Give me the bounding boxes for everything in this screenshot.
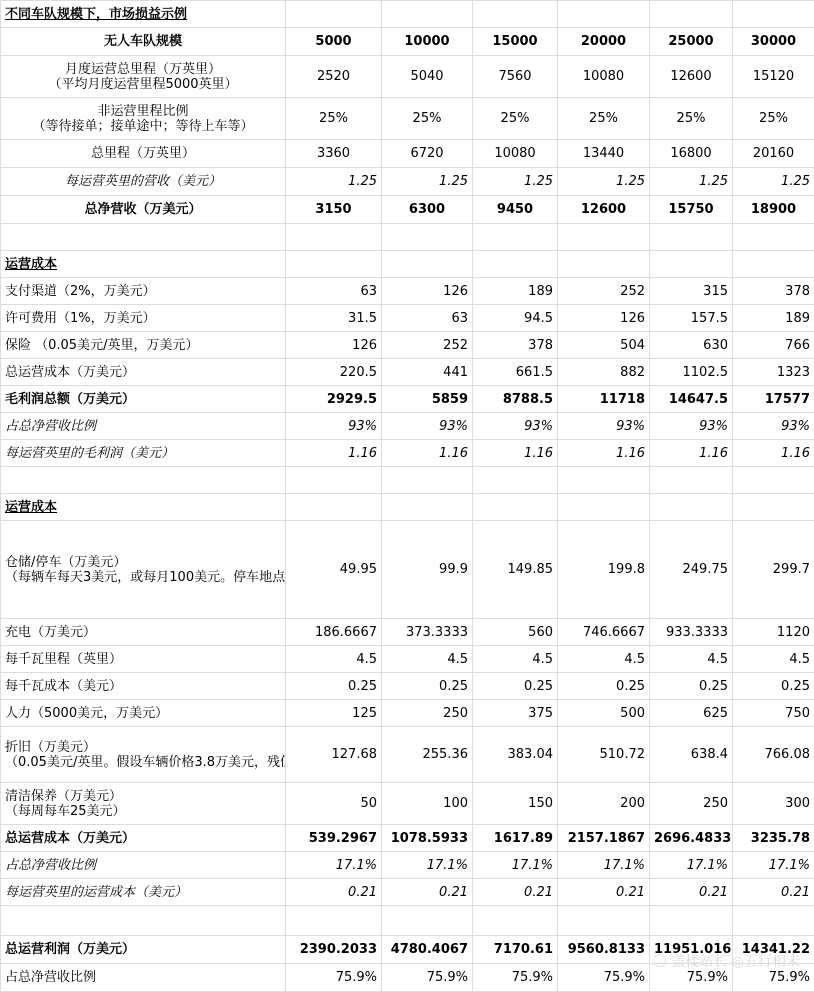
value-cell[interactable]: 373.3333	[382, 619, 473, 646]
value-cell[interactable]: 3360	[286, 140, 382, 168]
value-cell[interactable]: 126	[286, 332, 382, 359]
value-cell[interactable]: 250	[650, 783, 733, 825]
value-cell[interactable]: 560	[473, 619, 558, 646]
value-cell[interactable]: 50	[286, 783, 382, 825]
empty-cell[interactable]	[558, 467, 650, 494]
value-cell[interactable]: 0.21	[733, 879, 814, 906]
empty-cell[interactable]	[473, 494, 558, 521]
value-cell[interactable]: 1.25	[558, 168, 650, 196]
row-label[interactable]: 每运营英里的营收（美元）	[1, 168, 286, 196]
sheet-title[interactable]: 不同车队规模下，市场损益示例	[1, 1, 286, 28]
value-cell[interactable]: 0.21	[558, 879, 650, 906]
value-cell[interactable]: 11718	[558, 386, 650, 413]
value-cell[interactable]: 49.95	[286, 521, 382, 619]
row-label[interactable]: 许可费用（1%，万美元）	[1, 305, 286, 332]
value-cell[interactable]: 126	[558, 305, 650, 332]
row-label[interactable]: 占总净营收比例	[1, 852, 286, 879]
value-cell[interactable]: 7560	[473, 56, 558, 98]
row-label[interactable]: 占总净营收比例	[1, 964, 286, 992]
value-cell[interactable]: 4.5	[650, 646, 733, 673]
value-cell[interactable]: 63	[382, 305, 473, 332]
empty-cell[interactable]	[558, 906, 650, 936]
value-cell[interactable]: 220.5	[286, 359, 382, 386]
section-title-text: 运营成本	[5, 500, 57, 515]
value-cell[interactable]: 75.9%	[286, 964, 382, 992]
empty-cell[interactable]	[558, 494, 650, 521]
empty-cell[interactable]	[473, 467, 558, 494]
value-cell[interactable]: 2390.2033	[286, 936, 382, 964]
value-cell[interactable]: 5859	[382, 386, 473, 413]
value-cell[interactable]: 9560.8133	[558, 936, 650, 964]
section-header-row	[1, 251, 814, 278]
value-cell[interactable]: 539.2967	[286, 825, 382, 852]
value-cell[interactable]: 630	[650, 332, 733, 359]
value-cell[interactable]: 93%	[286, 413, 382, 440]
value-cell[interactable]: 441	[382, 359, 473, 386]
value-cell[interactable]: 8788.5	[473, 386, 558, 413]
row-label[interactable]: 保险 （0.05美元/英里，万美元）	[1, 332, 286, 359]
section-header-row	[1, 494, 814, 521]
section-title[interactable]	[1, 494, 286, 521]
empty-cell[interactable]	[286, 467, 382, 494]
row-label[interactable]: 仓储/停车（万美元） （每辆车每天3美元，或每月100美元。停车地点	[1, 521, 286, 619]
value-cell[interactable]: 638.4	[650, 727, 733, 783]
value-cell[interactable]: 94.5	[473, 305, 558, 332]
value-cell[interactable]: 100	[382, 783, 473, 825]
value-cell[interactable]: 750	[733, 700, 814, 727]
table-row	[1, 879, 814, 906]
table-row	[1, 440, 814, 467]
section-title-text: 运营成本	[5, 257, 57, 272]
value-cell[interactable]: 661.5	[473, 359, 558, 386]
value-cell[interactable]: 93%	[650, 413, 733, 440]
value-cell[interactable]: 766	[733, 332, 814, 359]
table-row	[1, 964, 814, 992]
value-cell[interactable]: 25%	[733, 98, 814, 140]
value-cell[interactable]: 252	[382, 332, 473, 359]
row-label[interactable]: 占总净营收比例	[1, 413, 286, 440]
table-row	[1, 646, 814, 673]
empty-cell[interactable]	[733, 467, 814, 494]
empty-row	[1, 467, 814, 494]
value-cell[interactable]: 2520	[286, 56, 382, 98]
value-cell[interactable]: 0.21	[286, 879, 382, 906]
value-cell[interactable]: 18900	[733, 196, 814, 224]
table-row	[1, 332, 814, 359]
empty-cell[interactable]	[558, 251, 650, 278]
empty-cell[interactable]	[733, 1, 814, 28]
value-cell[interactable]: 186.6667	[286, 619, 382, 646]
value-cell[interactable]: 3150	[286, 196, 382, 224]
table-row	[1, 168, 814, 196]
value-cell[interactable]: 126	[382, 278, 473, 305]
value-cell[interactable]: 933.3333	[650, 619, 733, 646]
value-cell[interactable]: 6300	[382, 196, 473, 224]
value-cell[interactable]: 299.7	[733, 521, 814, 619]
value-cell[interactable]: 6720	[382, 140, 473, 168]
value-cell[interactable]: 15120	[733, 56, 814, 98]
value-cell[interactable]: 17577	[733, 386, 814, 413]
empty-cell[interactable]	[558, 224, 650, 251]
table-row	[1, 673, 814, 700]
empty-cell[interactable]	[382, 906, 473, 936]
empty-cell[interactable]	[286, 1, 382, 28]
row-label[interactable]: 人力（5000美元，万美元）	[1, 700, 286, 727]
value-cell[interactable]: 1.25	[650, 168, 733, 196]
empty-cell[interactable]	[382, 1, 473, 28]
empty-cell[interactable]	[286, 251, 382, 278]
row-label[interactable]: 充电（万美元）	[1, 619, 286, 646]
value-cell[interactable]: 249.75	[650, 521, 733, 619]
empty-cell[interactable]	[286, 224, 382, 251]
value-cell[interactable]: 0.25	[650, 673, 733, 700]
value-cell[interactable]: 10080	[558, 56, 650, 98]
value-cell[interactable]: 17.1%	[650, 852, 733, 879]
empty-cell[interactable]	[473, 906, 558, 936]
value-cell[interactable]: 3235.78	[733, 825, 814, 852]
value-cell[interactable]: 9450	[473, 196, 558, 224]
value-cell[interactable]: 25%	[558, 98, 650, 140]
value-cell[interactable]: 500	[558, 700, 650, 727]
empty-cell[interactable]	[733, 906, 814, 936]
value-cell[interactable]: 12600	[558, 196, 650, 224]
header-row	[1, 28, 814, 56]
value-cell[interactable]: 25%	[286, 98, 382, 140]
value-cell[interactable]: 375	[473, 700, 558, 727]
value-cell[interactable]: 1.16	[382, 440, 473, 467]
table-row	[1, 278, 814, 305]
table-row	[1, 700, 814, 727]
value-cell[interactable]: 1.16	[650, 440, 733, 467]
empty-row	[1, 906, 814, 936]
value-cell[interactable]: 378	[733, 278, 814, 305]
value-cell[interactable]: 252	[558, 278, 650, 305]
value-cell[interactable]: 1.16	[473, 440, 558, 467]
value-cell[interactable]: 17.1%	[733, 852, 814, 879]
value-cell[interactable]: 1.16	[733, 440, 814, 467]
section-title[interactable]	[1, 251, 286, 278]
row-label[interactable]: 总运营成本（万美元）	[1, 825, 286, 852]
value-cell[interactable]: 315	[650, 278, 733, 305]
value-cell[interactable]: 63	[286, 278, 382, 305]
table-row	[1, 359, 814, 386]
column-header[interactable]: 10000	[382, 28, 473, 56]
value-cell[interactable]: 1078.5933	[382, 825, 473, 852]
value-cell[interactable]: 25%	[650, 98, 733, 140]
value-cell[interactable]: 766.08	[733, 727, 814, 783]
column-header[interactable]: 30000	[733, 28, 814, 56]
row-label[interactable]: 月度运营总里程（万英里） （平均月度运营里程5000英里）	[1, 56, 286, 98]
column-header[interactable]: 15000	[473, 28, 558, 56]
empty-cell[interactable]	[650, 1, 733, 28]
table-row	[1, 619, 814, 646]
value-cell[interactable]: 14647.5	[650, 386, 733, 413]
value-cell[interactable]: 93%	[733, 413, 814, 440]
table-row	[1, 386, 814, 413]
empty-cell[interactable]	[382, 467, 473, 494]
row-label[interactable]: 每千瓦成本（美元）	[1, 673, 286, 700]
empty-cell[interactable]	[286, 494, 382, 521]
empty-cell[interactable]	[473, 224, 558, 251]
table-row	[1, 521, 814, 619]
value-cell[interactable]: 1323	[733, 359, 814, 386]
value-cell[interactable]: 75.9%	[382, 964, 473, 992]
empty-cell[interactable]	[382, 494, 473, 521]
value-cell[interactable]: 25%	[473, 98, 558, 140]
empty-cell[interactable]	[1, 906, 286, 936]
value-cell[interactable]: 255.36	[382, 727, 473, 783]
value-cell[interactable]: 4.5	[733, 646, 814, 673]
value-cell[interactable]: 75.9%	[650, 964, 733, 992]
value-cell[interactable]: 0.21	[650, 879, 733, 906]
value-cell[interactable]: 93%	[473, 413, 558, 440]
value-cell[interactable]: 4780.4067	[382, 936, 473, 964]
empty-cell[interactable]	[650, 494, 733, 521]
row-label[interactable]: 非运营里程比例 （等待接单；接单途中；等待上车等）	[1, 98, 286, 140]
value-cell[interactable]: 25%	[382, 98, 473, 140]
table-row	[1, 825, 814, 852]
value-cell[interactable]: 199.8	[558, 521, 650, 619]
value-cell[interactable]: 11951.0167	[650, 936, 733, 964]
empty-cell[interactable]	[473, 251, 558, 278]
value-cell[interactable]: 4.5	[473, 646, 558, 673]
row-label[interactable]: 每千瓦里程（英里）	[1, 646, 286, 673]
empty-row	[1, 224, 814, 251]
table-row	[1, 196, 814, 224]
table-row	[1, 727, 814, 783]
value-cell[interactable]: 746.6667	[558, 619, 650, 646]
value-cell[interactable]: 93%	[382, 413, 473, 440]
value-cell[interactable]: 0.21	[473, 879, 558, 906]
title-row	[1, 1, 814, 28]
row-label[interactable]: 支付渠道（2%，万美元）	[1, 278, 286, 305]
value-cell[interactable]: 16800	[650, 140, 733, 168]
value-cell[interactable]: 14341.22	[733, 936, 814, 964]
value-cell[interactable]: 17.1%	[473, 852, 558, 879]
value-cell[interactable]: 125	[286, 700, 382, 727]
value-cell[interactable]: 200	[558, 783, 650, 825]
empty-cell[interactable]	[650, 224, 733, 251]
value-cell[interactable]: 2929.5	[286, 386, 382, 413]
header-label[interactable]: 无人车队规模	[1, 28, 286, 56]
column-header[interactable]: 25000	[650, 28, 733, 56]
value-cell[interactable]: 10080	[473, 140, 558, 168]
value-cell[interactable]: 17.1%	[558, 852, 650, 879]
table-row	[1, 413, 814, 440]
value-cell[interactable]: 625	[650, 700, 733, 727]
value-cell[interactable]: 1.25	[382, 168, 473, 196]
column-header[interactable]: 20000	[558, 28, 650, 56]
value-cell[interactable]: 93%	[558, 413, 650, 440]
table-row	[1, 98, 814, 140]
value-cell[interactable]: 2157.1867	[558, 825, 650, 852]
empty-cell[interactable]	[1, 224, 286, 251]
row-label[interactable]: 每运营英里的毛利润（美元）	[1, 440, 286, 467]
value-cell[interactable]: 189	[473, 278, 558, 305]
value-cell[interactable]: 4.5	[286, 646, 382, 673]
value-cell[interactable]: 189	[733, 305, 814, 332]
row-label[interactable]: 总运营利润（万美元）	[1, 936, 286, 964]
value-cell[interactable]: 127.68	[286, 727, 382, 783]
row-label[interactable]: 总净营收（万美元）	[1, 196, 286, 224]
value-cell[interactable]: 20160	[733, 140, 814, 168]
value-cell[interactable]: 1.25	[733, 168, 814, 196]
value-cell[interactable]: 1.25	[286, 168, 382, 196]
value-cell[interactable]: 0.25	[382, 673, 473, 700]
value-cell[interactable]: 0.21	[382, 879, 473, 906]
value-cell[interactable]: 75.9%	[473, 964, 558, 992]
value-cell[interactable]: 13440	[558, 140, 650, 168]
empty-cell[interactable]	[650, 251, 733, 278]
row-label[interactable]: 毛利润总额（万美元）	[1, 386, 286, 413]
empty-cell[interactable]	[733, 494, 814, 521]
value-cell[interactable]: 17.1%	[286, 852, 382, 879]
value-cell[interactable]: 149.85	[473, 521, 558, 619]
column-header[interactable]: 5000	[286, 28, 382, 56]
value-cell[interactable]: 157.5	[650, 305, 733, 332]
row-label[interactable]: 折旧（万美元） （0.05美元/英里。假设车辆价格3.8万美元，残	[1, 727, 286, 783]
empty-cell[interactable]	[650, 467, 733, 494]
empty-cell[interactable]	[650, 906, 733, 936]
value-cell[interactable]: 4.5	[382, 646, 473, 673]
table-row	[1, 140, 814, 168]
empty-cell[interactable]	[382, 251, 473, 278]
value-cell[interactable]: 510.72	[558, 727, 650, 783]
empty-cell[interactable]	[382, 224, 473, 251]
value-cell[interactable]: 250	[382, 700, 473, 727]
value-cell[interactable]: 15750	[650, 196, 733, 224]
value-cell[interactable]: 31.5	[286, 305, 382, 332]
value-cell[interactable]: 75.9%	[733, 964, 814, 992]
empty-cell[interactable]	[558, 1, 650, 28]
row-label[interactable]: 清洁保养（万美元） （每周每车25美元）	[1, 783, 286, 825]
value-cell[interactable]: 383.04	[473, 727, 558, 783]
table-row	[1, 56, 814, 98]
table-row	[1, 936, 814, 964]
empty-cell[interactable]	[733, 224, 814, 251]
value-cell[interactable]: 378	[473, 332, 558, 359]
value-cell[interactable]: 4.5	[558, 646, 650, 673]
value-cell[interactable]: 1617.89	[473, 825, 558, 852]
value-cell[interactable]: 1.16	[286, 440, 382, 467]
value-cell[interactable]: 5040	[382, 56, 473, 98]
empty-cell[interactable]	[733, 251, 814, 278]
value-cell[interactable]: 504	[558, 332, 650, 359]
table-row	[1, 305, 814, 332]
table-row	[1, 852, 814, 879]
value-cell[interactable]: 300	[733, 783, 814, 825]
value-cell[interactable]: 150	[473, 783, 558, 825]
value-cell[interactable]: 12600	[650, 56, 733, 98]
value-cell[interactable]: 1102.5	[650, 359, 733, 386]
empty-cell[interactable]	[1, 467, 286, 494]
row-label[interactable]: 总里程（万英里）	[1, 140, 286, 168]
value-cell[interactable]: 1.16	[558, 440, 650, 467]
value-cell[interactable]: 882	[558, 359, 650, 386]
watermark: 〇 盖楼站长 ◎五行相未	[653, 951, 800, 971]
empty-cell[interactable]	[286, 906, 382, 936]
value-cell[interactable]: 1120	[733, 619, 814, 646]
value-cell[interactable]: 99.9	[382, 521, 473, 619]
value-cell[interactable]: 1.25	[473, 168, 558, 196]
value-cell[interactable]: 0.25	[558, 673, 650, 700]
table-row	[1, 783, 814, 825]
value-cell[interactable]: 2696.4833	[650, 825, 733, 852]
value-cell[interactable]: 0.25	[473, 673, 558, 700]
value-cell[interactable]: 7170.61	[473, 936, 558, 964]
row-label[interactable]: 每运营英里的运营成本（美元）	[1, 879, 286, 906]
row-label[interactable]: 总运营成本（万美元）	[1, 359, 286, 386]
empty-cell[interactable]	[473, 1, 558, 28]
value-cell[interactable]: 0.25	[286, 673, 382, 700]
value-cell[interactable]: 0.25	[733, 673, 814, 700]
value-cell[interactable]: 75.9%	[558, 964, 650, 992]
value-cell[interactable]: 17.1%	[382, 852, 473, 879]
